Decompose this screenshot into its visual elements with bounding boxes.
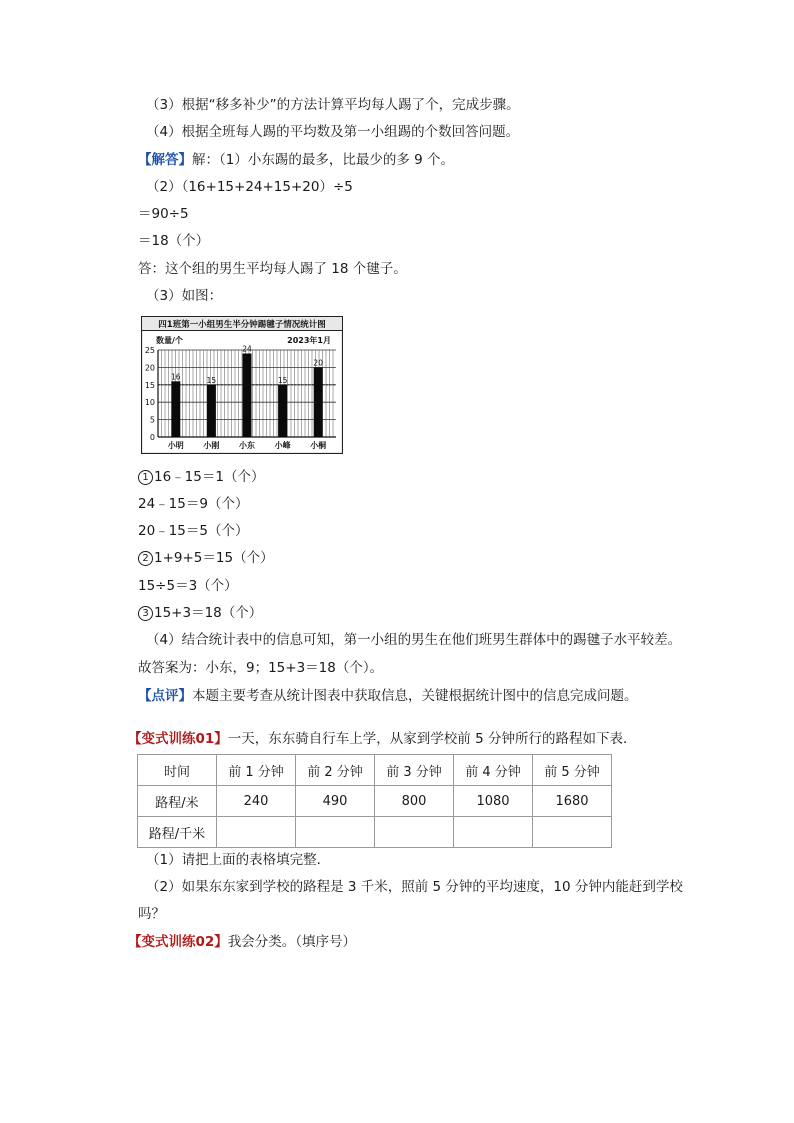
table-cell: 时间 (138, 755, 217, 786)
table-row-meters (138, 786, 612, 817)
exercise2-text: 我会分类。（填序号） (227, 934, 357, 950)
bar-value-label: 16 (171, 372, 181, 382)
x-category-label: 小峰 (274, 441, 291, 450)
table-cell: 前 5 分钟 (533, 755, 612, 786)
exercise1-q2b: 吗？ (138, 906, 165, 922)
bar (314, 367, 323, 437)
method2-line-b: 15÷5＝3（个） (138, 578, 238, 594)
x-category-label: 小刚 (203, 441, 220, 450)
circled-3: 3 (138, 606, 153, 621)
table-cell (217, 817, 296, 848)
route-table (137, 754, 612, 848)
table-cell (533, 817, 612, 848)
exercise1-q1: （1）请把上面的表格填完整． (146, 852, 331, 868)
table-cell: 前 4 分钟 (454, 755, 533, 786)
bar (278, 385, 287, 437)
table-cell (454, 817, 533, 848)
bar (207, 385, 216, 437)
comment-tag: 【点评】 (138, 688, 192, 704)
y-tick-label: 25 (144, 346, 155, 355)
x-category-label: 小明 (167, 441, 184, 450)
method3-line (138, 604, 262, 622)
method1-line-a (138, 468, 264, 486)
table-cell: 路程/米 (138, 786, 217, 817)
table-cell: 1080 (454, 786, 533, 817)
table-cell: 1680 (533, 786, 612, 817)
table-cell: 800 (375, 786, 454, 817)
bar (243, 353, 252, 437)
bar (171, 381, 180, 437)
step4-text: （4）根据全班每人踢的平均数及第一小组踢的个数回答问题。 (146, 124, 520, 140)
final-answer: 故答案为：小东，9；15+3＝18（个）。 (138, 660, 384, 676)
bar-value-label: 15 (277, 375, 288, 385)
bar-value-label: 24 (242, 344, 252, 354)
step3-text: （3）根据“移多补少”的方法计算平均每人踢了个，完成步骤。 (146, 97, 520, 113)
comment-line (138, 687, 638, 705)
table-cell: 240 (217, 786, 296, 817)
method1-a-text: 16﹣15＝1（个） (154, 469, 265, 485)
chart-ylabel: 数量/个 (156, 336, 183, 345)
bar-value-label: 20 (313, 358, 323, 368)
y-tick-label: 20 (144, 363, 155, 373)
table-cell: 前 2 分钟 (296, 755, 375, 786)
figure-intro: （3）如图： (146, 288, 223, 304)
solution-line (138, 151, 454, 169)
method2-line-a (138, 549, 274, 567)
table-cell (375, 817, 454, 848)
method1-line-b: 24﹣15＝9（个） (138, 496, 249, 512)
x-category-label: 小桐 (310, 441, 327, 450)
exercise1-tag: 【变式训练01】 (128, 731, 228, 747)
x-category-label: 小东 (239, 441, 255, 450)
y-tick-label: 5 (149, 415, 155, 425)
chart-title: 四1班第一小组男生半分钟踢毽子情况统计图 (158, 320, 326, 330)
method1-line-c: 20﹣15＝5（个） (138, 523, 249, 539)
answer-2: 答：这个组的男生平均每人踢了 18 个毽子。 (138, 261, 407, 277)
exercise2-line (128, 933, 356, 951)
comment-text: 本题主要考查从统计图表中获取信息，关键根据统计图中的信息完成问题。 (192, 688, 638, 704)
table-cell: 490 (296, 786, 375, 817)
exercise1-line (128, 730, 636, 748)
method2-a-text: 1+9+5＝15（个） (154, 550, 274, 566)
solution-text: 解：（1）小东踢的最多，比最少的多 9 个。 (192, 152, 455, 168)
method3-text: 15+3＝18（个） (154, 605, 263, 621)
table-row-header (138, 755, 612, 786)
bar-value-label: 15 (206, 375, 217, 385)
y-tick-label: 15 (144, 380, 155, 390)
circled-1: 1 (138, 470, 153, 485)
table-cell: 路程/千米 (138, 817, 217, 848)
bar-chart (141, 316, 343, 454)
chart-date: 2023年1月 (287, 336, 331, 345)
y-tick-label: 10 (144, 398, 155, 408)
exercise1-text: 一天，东东骑自行车上学，从家到学校前 5 分钟所行的路程如下表． (227, 731, 637, 747)
y-tick-label: 0 (149, 433, 155, 442)
part4-text: （4）结合统计表中的信息可知，第一小组的男生在他们班男生群体中的踢毽子水平较差。 (146, 632, 682, 648)
calc-line-2: ＝90÷5 (138, 206, 189, 222)
solution-tag: 【解答】 (138, 152, 192, 168)
circled-2: 2 (138, 551, 153, 566)
exercise2-tag: 【变式训练02】 (128, 934, 228, 950)
calc-line-3: ＝18（个） (138, 233, 210, 249)
table-row-km (138, 817, 612, 848)
table-cell (296, 817, 375, 848)
table-cell: 前 3 分钟 (375, 755, 454, 786)
table-cell: 前 1 分钟 (217, 755, 296, 786)
exercise1-q2a: （2）如果东东家到学校的路程是 3 千米，照前 5 分钟的平均速度，10 分钟内能赶到学校 (146, 879, 683, 895)
calc-line-1: （2）（16+15+24+15+20）÷5 (146, 179, 353, 195)
